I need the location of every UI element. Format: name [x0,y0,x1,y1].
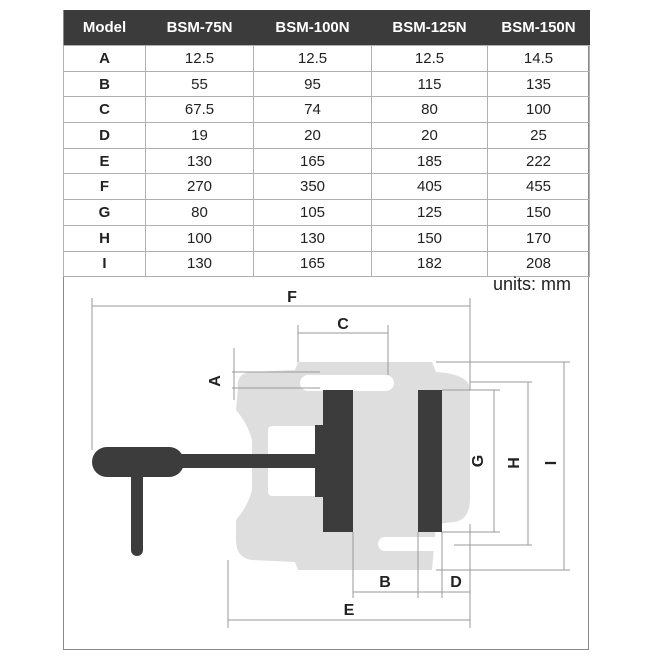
table-cell: 100 [488,97,590,123]
row-label: B [64,71,146,97]
row-label: A [64,46,146,72]
table-cell: 270 [146,174,254,200]
row-label: D [64,123,146,149]
table-cell: 115 [372,71,488,97]
slot-top [300,375,394,391]
table-cell: 25 [488,123,590,149]
table-cell: 80 [372,97,488,123]
table-cell: 150 [372,225,488,251]
dim-label-c: C [337,316,349,333]
table-cell: 20 [372,123,488,149]
row-label: F [64,174,146,200]
row-label: I [64,251,146,277]
table-cell: 130 [146,251,254,277]
table-cell: 150 [488,200,590,226]
slot-bottom [378,537,450,551]
table-cell: 208 [488,251,590,277]
crank-bar [131,453,143,556]
table-cell: 130 [254,225,372,251]
dim-label-f: F [287,289,297,306]
units-label: units: mm [493,274,572,294]
table-cell: 170 [488,225,590,251]
table-cell: 12.5 [146,46,254,72]
table-cell: 67.5 [146,97,254,123]
table-cell: 135 [488,71,590,97]
dim-label-i: I [543,460,560,466]
table-cell: 165 [254,251,372,277]
table-cell: 74 [254,97,372,123]
table-cell: 19 [146,123,254,149]
row-label: H [64,225,146,251]
lead-screw [180,454,320,468]
moving-jaw [323,390,353,532]
dim-label-d: D [450,574,462,591]
header-bsm-150n: BSM-150N [488,10,590,46]
table-cell: 12.5 [254,46,372,72]
table-cell: 20 [254,123,372,149]
row-label: G [64,200,146,226]
row-label: C [64,97,146,123]
dim-label-b: B [379,574,391,591]
header-bsm-125n: BSM-125N [372,10,488,46]
table-cell: 405 [372,174,488,200]
table-cell: 12.5 [372,46,488,72]
table-cell: 14.5 [488,46,590,72]
header-bsm-100n: BSM-100N [254,10,372,46]
table-cell: 95 [254,71,372,97]
table-cell: 130 [146,148,254,174]
table-cell: 350 [254,174,372,200]
header-model: Model [64,10,146,46]
dim-label-g: G [470,454,487,468]
table-cell: 125 [372,200,488,226]
table-cell: 105 [254,200,372,226]
table-cell: 222 [488,148,590,174]
table-cell: 455 [488,174,590,200]
table-cell: 80 [146,200,254,226]
table-cell: 185 [372,148,488,174]
fixed-jaw [418,390,442,532]
table-cell: 165 [254,148,372,174]
header-bsm-75n: BSM-75N [146,10,254,46]
table-cell: 55 [146,71,254,97]
row-label: E [64,148,146,174]
dim-label-e: E [343,602,355,619]
table-cell: 182 [372,251,488,277]
table-cell: 100 [146,225,254,251]
dim-label-h: H [506,457,523,469]
dim-label-a: A [207,375,224,387]
